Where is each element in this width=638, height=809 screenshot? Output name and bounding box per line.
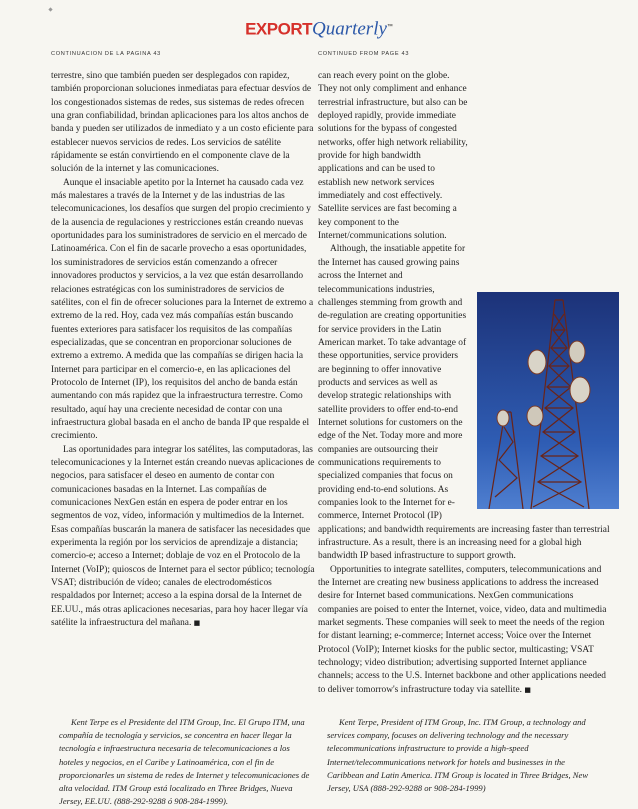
spanish-author-bio-text: Kent Terpe es el Presidente del ITM Group, Inc. El Grupo ITM, una compañía de tecnología y servicios, se concentra en hacer llegar la tecnología e infraestructura necesaria de telecomunicaciones a los hoteles y negocios, en el Caribe y Latinoamérica, con el fin de proporcionarles un sistema de redes de Internet y telecomunicaciones de alta velocidad. ITM Group está localizado en Three Bridges, Nueva Jersey, EE.UU. (888-292-9288 ó 908-284-1999). bbox=[59, 717, 310, 807]
spanish-paragraph bbox=[51, 444, 317, 631]
end-of-article-mark: ■ bbox=[524, 685, 531, 694]
scan-mark bbox=[48, 7, 52, 11]
english-author-bio-text: Kent Terpe, President of ITM Group, Inc. ITM Group, a technology and services company, focuses on delivering technology and the necessary telecommunications infrastructure to provide a high-speed Internet/telecommunications network for hotels and businesses in the Caribbean and Latin America. ITM Group is located in Three Bridges, New Jersey, USA (888-292-9288 or 908-284-1999) bbox=[327, 717, 589, 794]
end-of-article-mark: ■ bbox=[193, 619, 201, 628]
tower-illustration bbox=[477, 292, 619, 509]
logo-quarterly-text: Quarterly bbox=[311, 18, 387, 40]
english-paragraph-text: Opportunities to integrate satellites, computers, telecommunications and the Internet are creating new business applications to address the increased desire for Internet based communications. NexGen communications companies are poised to enter the Internet, voice, video, data and multimedia market segments. These companies will seek to meet the needs of the region for distant learning; e-commerce; Internet access; Voice over the Internet Protocol (VoIP); Internet kiosks for the public sector, multicasting; VSAT technology; video distribution; advertising supported Internet appliance channels; access to the U.S. Internet backbone and other applications needed to deliver tomorrow's infrastructure today via satellite. bbox=[318, 564, 607, 695]
spanish-paragraph-text: Las oportunidades para integrar los satélites, las computadoras, las telecomunicaciones y la Internet están creando nuevas aplicaciones de negocios, para satisfacer el deseo en aumento de contar con comunicaciones basadas en la Internet. Las compañías de comunicaciones NexGen están en espera de poder entrar en los segmentos de voz, vídeo, información y multimedios de la Internet. Esas compañías buscarán la manera de satisfacer las necesidades que experimenta la región por los servicios de aprendizaje a distancia; comercio-e; acceso a Internet; doblaje de voz en el Protocolo de la Internet (VoIP); quioscos de Internet para el sector público; tecnología VSAT; distribución de vídeo; canales de electrodomésticos respaldados por Internet; acceso a la espina dorsal de la Internet de EE.UU., más otras aplicaciones necesarias, para hoy hacer llegar vía satélite la infraestructura del mañana. bbox=[51, 444, 315, 629]
english-paragraph: can reach every point on the globe. They not only compliment and enhance terrestrial infrastructure, but also can be deployed rapidly, provide immediate solutions for the bypass of congested networks, offer high network reliability, provide for high bandwidth applications and can be used to establish new network services immediately and cost effectively. Satellite services are fast becoming a key component to the Internet/communications solution. bbox=[318, 71, 468, 242]
spanish-paragraph: Aunque el insaciable apetito por la Internet ha causado cada vez más malestares a través de la Internet y de las industrias de las telecomunicaciones, los desafíos que surgen del propio crecimiento y de la ausencia de regulaciones y restricciones están creando nuevas oportunidades para los suministradores de servicio en el mercado de Latinoamérica. Con el fin de sacarle provecho a esas oportunidades, los suministradores de servicios están comenzando a ofrecer innovadores productos y servicios, a la vez que están desarrollando relaciones estratégicas con los suministradores de servicios de satélites, con el fin de ofrecer soluciones para la Internet de extremo a extremo de la red. Hoy, cada vez más compañías están buscando fuentes exteriores para satisfacer los requisitos de las compañías especializadas, que se concentran en proporcionar soluciones de extremo a extremo. A medida que las compañías se dirigen hacia la Internet para participar en el comercio-e, en las aplicaciones del Protocolo de Internet (IP), los requisitos del ancho de banda están aumentando con más rapidez que la infraestructura terrestre. Como resultado, aquí hay una creciente necesidad de contar con una infraestructura global basada en el ancho de banda IP que respalde el crecimiento. bbox=[51, 177, 314, 442]
english-paragraph: Although, the insatiable appetite for the Internet has caused growing pains across the Internet and telecommunications industries, challenges stemming from growth and de-regulation are creating opportunities for service providers in the Latin American market. To take advantage of these opportunities, service providers are beginning to offer innovative products and services as well as develop strategic relationships with satellite providers to offer end-to-end Internet solutions for customers on the edge of the Net. Today more and more companies are outsourcing their communications requirements to specialized companies that focus on providing end-to-end solutions. As companies look to the Internet for e-commerce, Internet Protocol (IP) applications; and bandwidth requirements are increasing faster than terrestrial infrastructure. As a result, there is an increasing need for a global high bandwidth IP based infrastructure to support growth. bbox=[318, 244, 610, 562]
logo-trademark: ™ bbox=[386, 24, 393, 30]
spanish-article-column bbox=[51, 70, 317, 630]
english-paragraph bbox=[318, 564, 614, 697]
english-author-bio bbox=[327, 716, 597, 795]
continuation-label-english: CONTINUED FROM PAGE 43 bbox=[318, 51, 410, 57]
logo-export-text: EXPORT bbox=[245, 19, 312, 39]
masthead-logo bbox=[0, 14, 638, 40]
continuation-label-spanish: CONTINUACION DE LA PAGINA 43 bbox=[51, 51, 161, 57]
spanish-author-bio bbox=[59, 716, 315, 808]
communications-tower-photo bbox=[477, 292, 619, 509]
spanish-paragraph: terrestre, sino que también pueden ser desplegados con rapidez, también proporcionan soluciones inmediatas para efectuar desvíos de los congestionados sistemas de redes, sus sistemas de redes ofrecen una gran confiabilidad, brindan aplicaciones para los altos anchos de banda y pueden ser utilizados de inmediato y a un costo eficiente para establecer nuevos servicios de redes. Los servicios de satélite rápidamente se están convirtiendo en el componente clave de la solución de la internet y las comunicaciones. bbox=[51, 71, 314, 175]
